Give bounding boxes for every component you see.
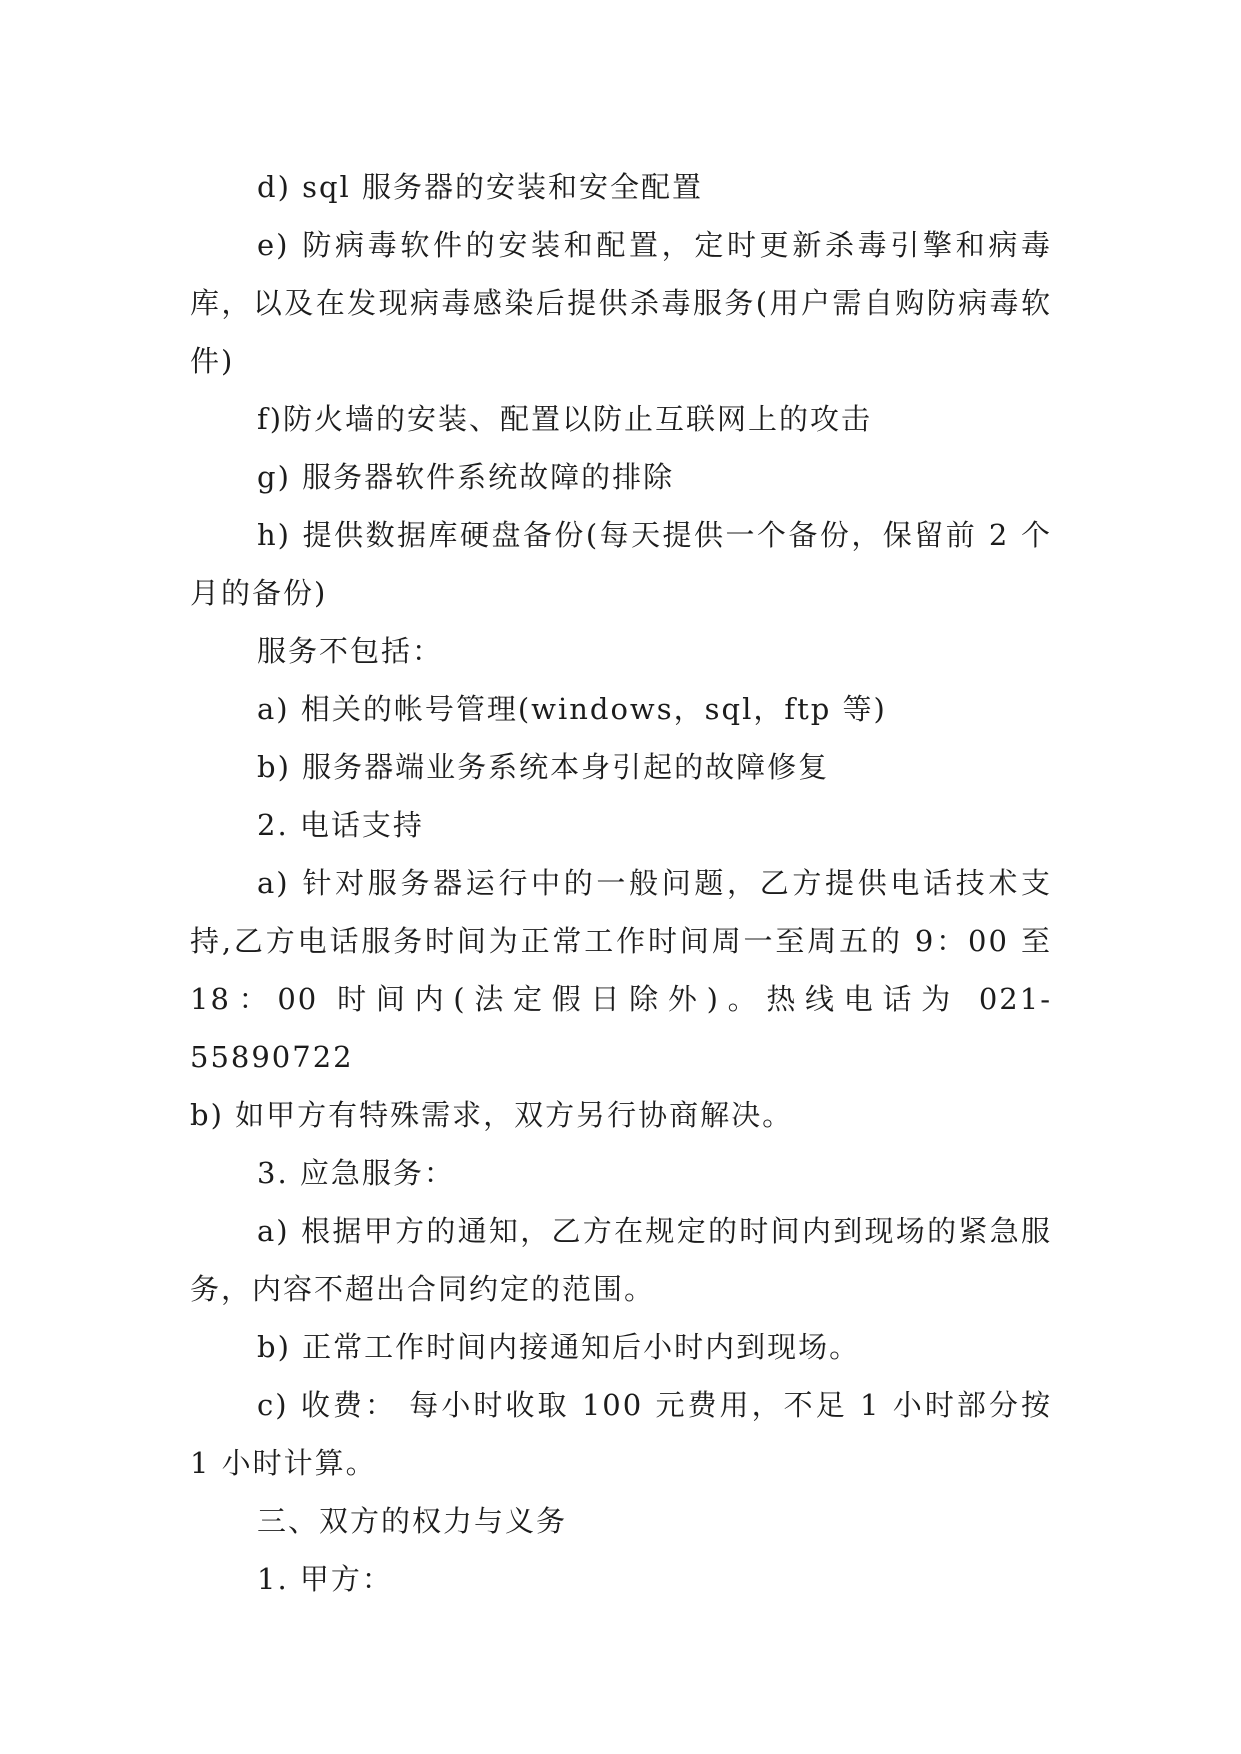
paragraph-exclusions-heading: 服务不包括： bbox=[257, 634, 444, 668]
paragraph-special-requests: b) 如甲方有特殊需求，双方另行协商解决。 bbox=[190, 1098, 794, 1132]
section-emergency-service: 3. 应急服务： bbox=[257, 1156, 455, 1190]
paragraph-troubleshooting: g) 服务器软件系统故障的排除 bbox=[257, 460, 675, 494]
paragraph-backup: h) 提供数据库硬盘备份(每天提供一个备份，保留前 2 个月的备份) bbox=[190, 518, 1052, 610]
paragraph-business-system-faults: b) 服务器端业务系统本身引起的故障修复 bbox=[257, 750, 830, 784]
paragraph-account-management: a) 相关的帐号管理(windows，sql，ftp 等) bbox=[257, 692, 887, 726]
section-rights-obligations: 三、双方的权力与义务 bbox=[257, 1504, 568, 1538]
paragraph-fees: c) 收费： 每小时收取 100 元费用，不足 1 小时部分按 1 小时计算。 bbox=[190, 1388, 1052, 1480]
paragraph-emergency-onsite: a) 根据甲方的通知，乙方在规定的时间内到现场的紧急服务，内容不超出合同约定的范围。 bbox=[190, 1214, 1052, 1306]
paragraph-antivirus: e) 防病毒软件的安装和配置，定时更新杀毒引擎和病毒库，以及在发现病毒感染后提供杀毒服务(用户需自购防病毒软件) bbox=[190, 228, 1052, 378]
document-body bbox=[190, 158, 1052, 1608]
paragraph-response-time: b) 正常工作时间内接通知后小时内到现场。 bbox=[257, 1330, 861, 1364]
section-party-a: 1. 甲方： bbox=[257, 1562, 393, 1596]
section-phone-support: 2. 电话支持 bbox=[257, 808, 424, 842]
paragraph-sql-server: d) sql 服务器的安装和安全配置 bbox=[257, 170, 704, 204]
paragraph-phone-support-details: a) 针对服务器运行中的一般问题，乙方提供电话技术支持,乙方电话服务时间为正常工作时间周一至周五的 9：00 至 18：00 时间内(法定假日除外)。热线电话为 021-55890722 bbox=[190, 866, 1052, 1074]
paragraph-firewall: f)防火墙的安装、配置以防止互联网上的攻击 bbox=[257, 402, 873, 436]
